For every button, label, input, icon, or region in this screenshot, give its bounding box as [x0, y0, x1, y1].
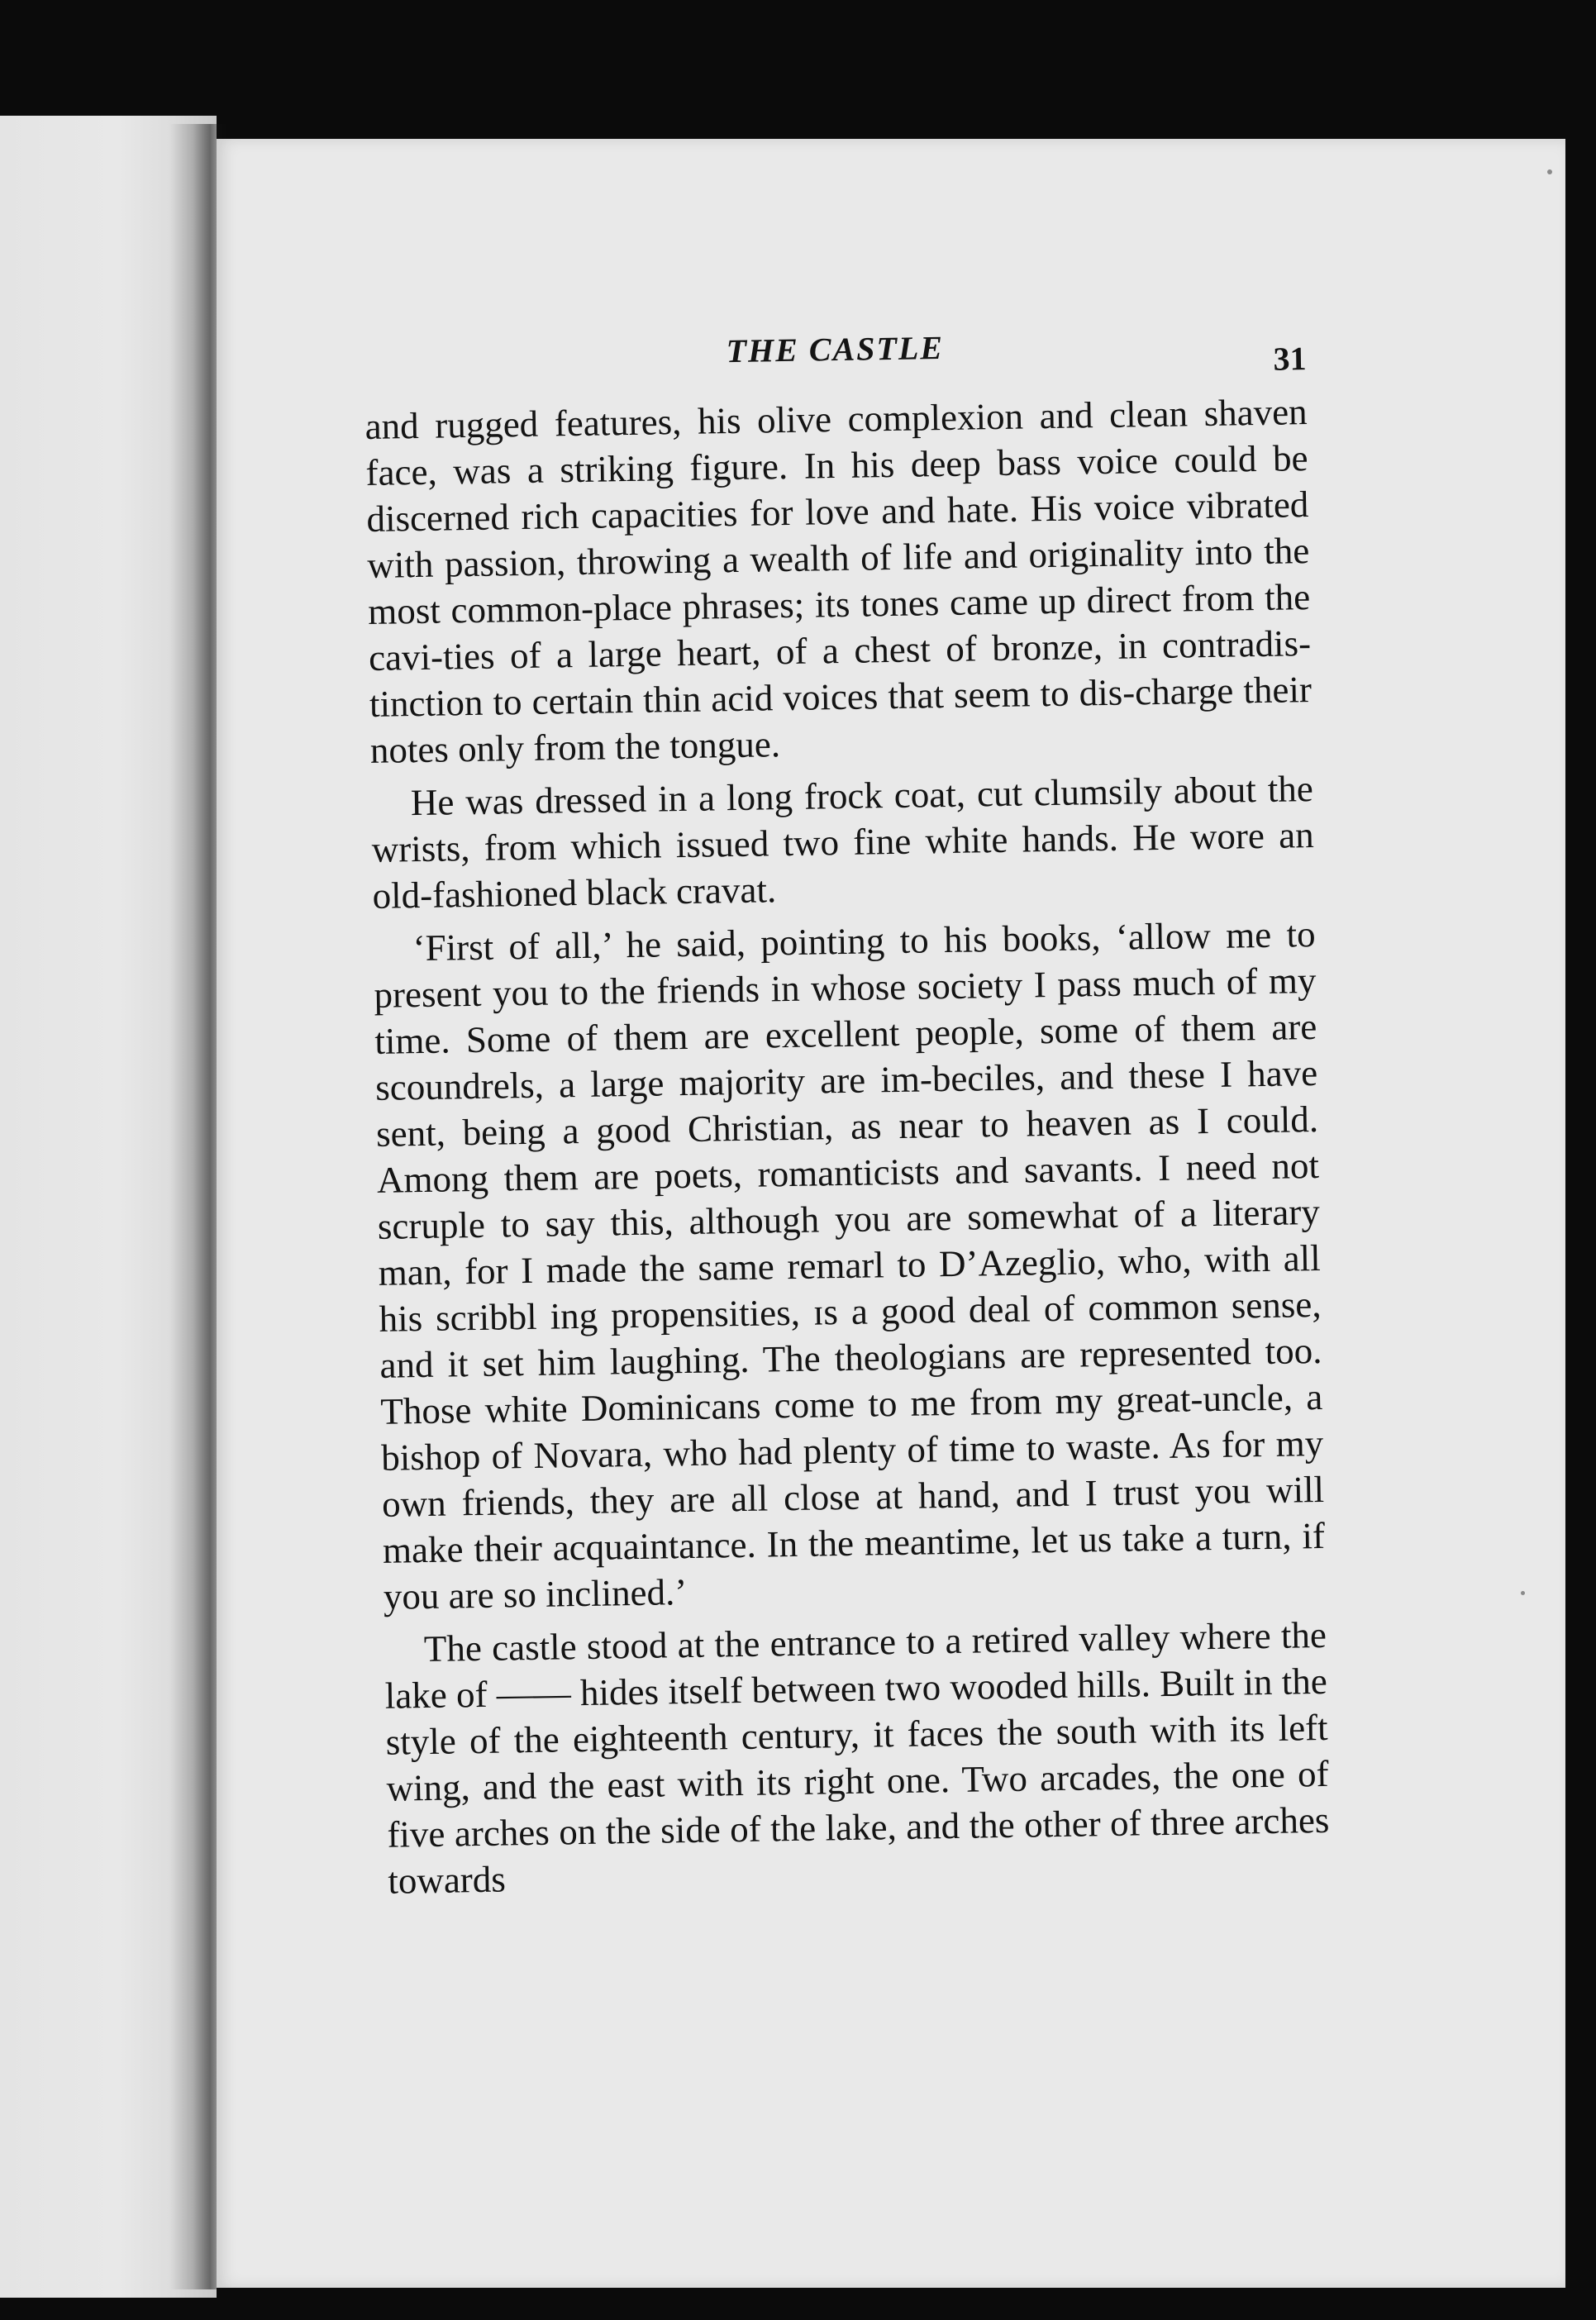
page-number: 31 — [1273, 340, 1307, 378]
page-text-block — [364, 322, 1331, 1904]
paragraph-4: The castle stood at the entrance to a retired valley where the lake of —— hides itself between two wooded hills. Built in the style of the eighteenth century, it faces the south with its left wing, and the east with its right one. Two arcades, the one of five arches on the side of the lake, and the other of three arches towards — [384, 1613, 1330, 1902]
paragraph-2: He was dressed in a long frock coat, cut clumsily about the wrists, from which issued two fine white hands. He wore an old-fashioned black cravat. — [371, 768, 1314, 917]
running-title: THE CASTLE — [726, 328, 945, 370]
paragraph-3: ‘First of all,’ he said, pointing to his books, ‘allow me to present you to the friends in whose society I pass much of my time. Some of them are excellent people, some of them are scoundrels, a large majority are im-beciles, and these I have sent, being a good Christian, as near to heaven as I could. Among them are poets, romanticists and savants. I need not scruple to say this, although you are somewhat of a literary man, for I made the same remarl to D’Azeglio, who, with all his scribbl ing propensities, ɪs a good deal of common sense, and it set him laughing. The theologians are represented too. Those white Dominicans come to me from my great-uncle, a bishop of Novara, who had plenty of time to waste. As for my own friends, they are all close at hand, and I trust you will make their acquaintance. In the meantime, let us take a turn, if you are so inclined.’ — [374, 913, 1326, 1617]
paragraph-1: and rugged features, his olive complexion and clean shaven face, was a striking figure. In his deep bass voice could be discerned rich capacities for love and hate. His voice vibrated with passion, throwing a wealth of life and originality into the most common-place phrases; its tones came up direct from the cavi-ties of a large heart, of a chest of bronze, in contradis-tinction to certain thin acid voices that seem to dis-charge their notes only from the tongue. — [364, 391, 1313, 771]
dust-speck — [1521, 1591, 1525, 1595]
dust-speck — [1547, 169, 1552, 174]
